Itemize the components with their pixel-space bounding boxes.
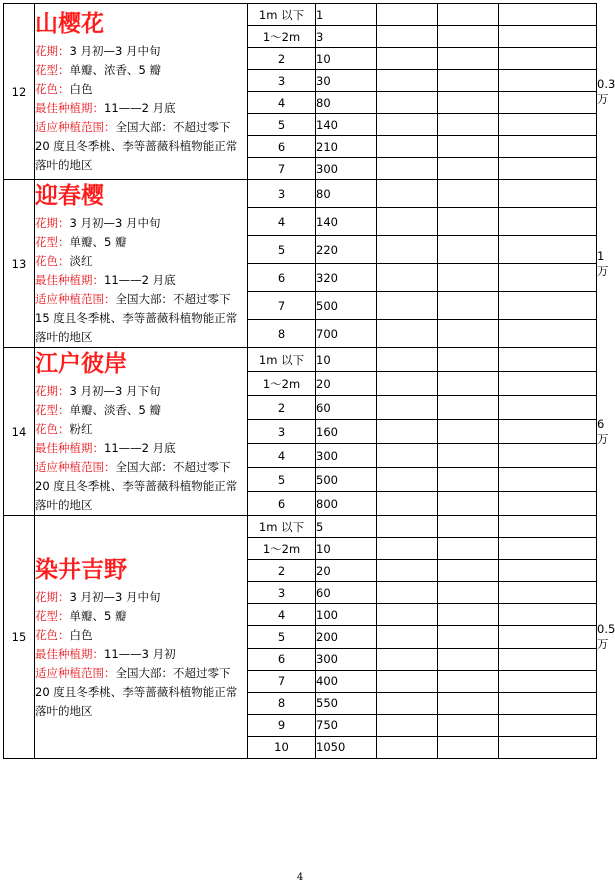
empty-cell [499, 444, 597, 468]
field-value: 11——2 月底 [104, 273, 176, 287]
field-value: 3 月初—3 月中旬 [69, 216, 161, 230]
field-best-planting [35, 645, 247, 664]
empty-cell [438, 180, 499, 208]
empty-cell [499, 516, 597, 538]
empty-cell [377, 714, 438, 736]
field-value: 全国大部：不超过零下 20 度且冬季桃、李等蔷薇科植物能正常落叶的地区 [35, 120, 238, 172]
quantity-cell: 200 [316, 626, 377, 648]
variety-description [35, 516, 248, 759]
price-table [3, 3, 615, 759]
variety-description [35, 348, 248, 516]
size-cell: 9 [248, 714, 316, 736]
empty-cell [438, 158, 499, 180]
empty-cell [377, 604, 438, 626]
empty-cell [499, 208, 597, 236]
empty-cell [438, 48, 499, 70]
size-cell: 1～2m [248, 26, 316, 48]
size-cell: 7 [248, 670, 316, 692]
field-value: 粉红 [69, 422, 93, 436]
field-flower-period [35, 214, 247, 233]
empty-cell [377, 670, 438, 692]
quantity-cell: 10 [316, 48, 377, 70]
table-row: 12 山樱花 花期：3 月初—3 月中旬 花型：单瓣、浓香、5 瓣 花色：白色 最佳种植期：11——2 月底 适应种植范围：全国大部：不超过零下 20 度且冬季桃、李等蔷薇科植物能正常落叶的地区 1m 以下 1 0.3 万 [4, 4, 597, 26]
size-cell: 6 [248, 648, 316, 670]
empty-cell [438, 648, 499, 670]
field-label: 花期： [35, 589, 70, 604]
quantity-cell: 60 [316, 582, 377, 604]
field-flower-period [35, 42, 247, 61]
empty-cell [499, 626, 597, 648]
size-cell: 3 [248, 70, 316, 92]
quantity-cell: 20 [316, 560, 377, 582]
size-cell: 10 [248, 736, 316, 758]
size-cell: 1m 以下 [248, 516, 316, 538]
quantity-cell: 5 [316, 516, 377, 538]
empty-cell [377, 180, 438, 208]
field-value: 单瓣、浓香、5 瓣 [69, 63, 161, 77]
page-number: 4 [296, 872, 304, 883]
table-row: 15 染井吉野 花期：3 月初—3 月中旬 花型：单瓣、5 瓣 花色：白色 最佳种植期：11——3 月初 适应种植范围：全国大部：不超过零下 20 度且冬季桃、李等蔷薇科植物能正常落叶的地区 1m 以下 5 0.5 万 [4, 516, 597, 538]
field-value: 全国大部：不超过零下 20 度且冬季桃、李等蔷薇科植物能正常落叶的地区 [35, 665, 238, 718]
empty-cell [438, 372, 499, 396]
empty-cell [377, 136, 438, 158]
size-cell: 5 [248, 236, 316, 264]
field-suitable-range [35, 458, 247, 515]
field-label: 花期： [35, 44, 70, 58]
empty-cell [438, 396, 499, 420]
field-flower-color [35, 420, 247, 439]
variety-index: 14 [4, 348, 35, 516]
empty-cell [438, 348, 499, 372]
field-best-planting [35, 99, 247, 118]
field-flower-type [35, 607, 247, 626]
empty-cell [438, 70, 499, 92]
quantity-cell: 300 [316, 648, 377, 670]
field-suitable-range [35, 664, 247, 721]
empty-cell [499, 70, 597, 92]
empty-cell [377, 626, 438, 648]
field-flower-color [35, 80, 247, 99]
empty-cell [377, 348, 438, 372]
size-cell: 1～2m [248, 538, 316, 560]
field-value: 11——3 月初 [104, 646, 176, 661]
empty-cell [438, 92, 499, 114]
field-flower-period [35, 588, 247, 607]
empty-cell [499, 582, 597, 604]
field-label: 最佳种植期： [35, 646, 104, 661]
field-value: 3 月初—3 月中旬 [69, 589, 161, 604]
table-body [4, 4, 615, 759]
size-cell: 4 [248, 604, 316, 626]
empty-cell [438, 560, 499, 582]
empty-cell [377, 468, 438, 492]
empty-cell [499, 604, 597, 626]
empty-cell [499, 736, 597, 758]
quantity-cell: 20 [316, 372, 377, 396]
quantity-cell: 750 [316, 714, 377, 736]
field-flower-color [35, 252, 247, 271]
empty-cell [438, 492, 499, 516]
empty-cell [499, 236, 597, 264]
field-label: 花色： [35, 82, 70, 96]
variety-description [35, 180, 248, 348]
empty-cell [377, 292, 438, 320]
empty-cell [438, 4, 499, 26]
field-value: 单瓣、淡香、5 瓣 [69, 403, 161, 417]
table-row: 13 迎春樱 花期：3 月初—3 月中旬 花型：单瓣、5 瓣 花色：淡红 最佳种植期：11——2 月底 适应种植范围：全国大部：不超过零下 15 度且冬季桃、李等蔷薇科植物能正常落叶的地区 3 80 1 万 [4, 180, 597, 208]
field-flower-type [35, 233, 247, 252]
size-cell: 6 [248, 136, 316, 158]
field-suitable-range [35, 118, 247, 175]
empty-cell [377, 692, 438, 714]
empty-cell [438, 582, 499, 604]
quantity-cell: 500 [316, 292, 377, 320]
empty-cell [438, 136, 499, 158]
empty-cell [499, 692, 597, 714]
empty-cell [377, 372, 438, 396]
size-cell: 4 [248, 208, 316, 236]
field-label: 花型： [35, 235, 70, 249]
empty-cell [377, 396, 438, 420]
empty-cell [377, 236, 438, 264]
empty-cell [499, 420, 597, 444]
empty-cell [499, 264, 597, 292]
field-label: 花期： [35, 384, 70, 398]
empty-cell [377, 158, 438, 180]
size-cell: 4 [248, 444, 316, 468]
quantity-cell: 30 [316, 70, 377, 92]
empty-cell [438, 736, 499, 758]
quantity-cell: 160 [316, 420, 377, 444]
quantity-cell: 140 [316, 208, 377, 236]
empty-cell [438, 626, 499, 648]
table-row: 14 江户彼岸 花期：3 月初—3 月下旬 花型：单瓣、淡香、5 瓣 花色：粉红 最佳种植期：11——2 月底 适应种植范围：全国大部：不超过零下 20 度且冬季桃、李等蔷薇科植物能正常落叶的地区 1m 以下 10 6 万 [4, 348, 597, 372]
quantity-cell: 300 [316, 158, 377, 180]
empty-cell [438, 292, 499, 320]
field-label: 花型： [35, 403, 70, 417]
empty-cell [499, 396, 597, 420]
empty-cell [499, 136, 597, 158]
field-flower-type [35, 61, 247, 80]
size-cell: 8 [248, 320, 316, 348]
field-flower-color [35, 626, 247, 645]
empty-cell [377, 320, 438, 348]
field-suitable-range [35, 290, 247, 347]
field-value: 11——2 月底 [104, 101, 176, 115]
empty-cell [377, 736, 438, 758]
variety-index: 12 [4, 4, 35, 180]
field-label: 最佳种植期： [35, 101, 104, 115]
empty-cell [377, 516, 438, 538]
empty-cell [499, 714, 597, 736]
empty-cell [377, 114, 438, 136]
empty-cell [438, 420, 499, 444]
size-cell: 1m 以下 [248, 4, 316, 26]
field-label: 花型： [35, 608, 70, 623]
empty-cell [377, 264, 438, 292]
quantity-cell: 10 [316, 538, 377, 560]
field-value: 3 月初—3 月下旬 [69, 384, 161, 398]
field-label: 最佳种植期： [35, 273, 104, 287]
empty-cell [377, 582, 438, 604]
variety-name: 江户彼岸 [35, 351, 127, 377]
empty-cell [377, 560, 438, 582]
size-cell: 4 [248, 92, 316, 114]
field-best-planting [35, 439, 247, 458]
empty-cell [438, 538, 499, 560]
quantity-cell: 550 [316, 692, 377, 714]
quantity-cell: 140 [316, 114, 377, 136]
empty-cell [377, 208, 438, 236]
quantity-cell: 700 [316, 320, 377, 348]
quantity-cell: 300 [316, 444, 377, 468]
empty-cell [499, 92, 597, 114]
size-cell: 3 [248, 180, 316, 208]
empty-cell [499, 648, 597, 670]
empty-cell [438, 468, 499, 492]
field-label: 花色： [35, 422, 70, 436]
field-label: 花期： [35, 216, 70, 230]
empty-cell [438, 236, 499, 264]
empty-cell [377, 648, 438, 670]
empty-cell [438, 114, 499, 136]
empty-cell [377, 48, 438, 70]
empty-cell [499, 48, 597, 70]
field-value: 3 月初—3 月中旬 [69, 44, 161, 58]
empty-cell [377, 4, 438, 26]
field-label: 适应种植范围： [35, 665, 116, 680]
size-cell: 2 [248, 560, 316, 582]
size-cell: 2 [248, 396, 316, 420]
quantity-cell: 320 [316, 264, 377, 292]
empty-cell [499, 492, 597, 516]
empty-cell [499, 670, 597, 692]
size-cell: 6 [248, 264, 316, 292]
empty-cell [499, 158, 597, 180]
field-value: 单瓣、5 瓣 [69, 608, 127, 623]
field-flower-type [35, 401, 247, 420]
empty-cell [377, 26, 438, 48]
variety-index: 15 [4, 516, 35, 759]
field-value: 单瓣、5 瓣 [69, 235, 127, 249]
size-cell: 1～2m [248, 372, 316, 396]
quantity-cell: 800 [316, 492, 377, 516]
size-cell: 5 [248, 468, 316, 492]
quantity-cell: 60 [316, 396, 377, 420]
empty-cell [438, 692, 499, 714]
empty-cell [499, 292, 597, 320]
variety-name: 迎春樱 [35, 183, 104, 209]
empty-cell [377, 492, 438, 516]
size-cell: 3 [248, 420, 316, 444]
field-value: 白色 [69, 627, 93, 642]
quantity-cell: 1050 [316, 736, 377, 758]
empty-cell [438, 604, 499, 626]
field-label: 适应种植范围： [35, 120, 116, 134]
quantity-cell: 80 [316, 180, 377, 208]
variety-name: 染井吉野 [35, 556, 127, 583]
field-value: 11——2 月底 [104, 441, 176, 455]
size-cell: 1m 以下 [248, 348, 316, 372]
variety-index: 13 [4, 180, 35, 348]
empty-cell [499, 26, 597, 48]
empty-cell [499, 372, 597, 396]
empty-cell [438, 516, 499, 538]
empty-cell [499, 538, 597, 560]
empty-cell [438, 444, 499, 468]
empty-cell [438, 208, 499, 236]
size-cell: 5 [248, 626, 316, 648]
quantity-cell: 10 [316, 348, 377, 372]
field-label: 最佳种植期： [35, 441, 104, 455]
empty-cell [438, 670, 499, 692]
empty-cell [499, 320, 597, 348]
quantity-cell: 400 [316, 670, 377, 692]
field-flower-period [35, 382, 247, 401]
quantity-cell: 100 [316, 604, 377, 626]
size-cell: 5 [248, 114, 316, 136]
size-cell: 7 [248, 158, 316, 180]
quantity-cell: 3 [316, 26, 377, 48]
empty-cell [438, 320, 499, 348]
empty-cell [438, 264, 499, 292]
empty-cell [438, 26, 499, 48]
empty-cell [499, 348, 597, 372]
empty-cell [377, 420, 438, 444]
field-value: 淡红 [69, 254, 93, 268]
quantity-cell: 1 [316, 4, 377, 26]
empty-cell [499, 468, 597, 492]
field-label: 适应种植范围： [35, 292, 116, 306]
field-value: 白色 [69, 82, 93, 96]
empty-cell [438, 714, 499, 736]
field-value: 全国大部：不超过零下 20 度且冬季桃、李等蔷薇科植物能正常落叶的地区 [35, 460, 238, 512]
size-cell: 2 [248, 48, 316, 70]
variety-description [35, 4, 248, 180]
field-best-planting [35, 271, 247, 290]
empty-cell [377, 92, 438, 114]
size-cell: 7 [248, 292, 316, 320]
empty-cell [499, 560, 597, 582]
size-cell: 6 [248, 492, 316, 516]
empty-cell [377, 70, 438, 92]
field-label: 花色： [35, 627, 70, 642]
size-cell: 3 [248, 582, 316, 604]
empty-cell [499, 114, 597, 136]
quantity-cell: 220 [316, 236, 377, 264]
empty-cell [377, 444, 438, 468]
field-value: 全国大部：不超过零下 15 度且冬季桃、李等蔷薇科植物能正常落叶的地区 [35, 292, 238, 344]
size-cell: 8 [248, 692, 316, 714]
empty-cell [499, 180, 597, 208]
field-label: 适应种植范围： [35, 460, 116, 474]
field-label: 花色： [35, 254, 70, 268]
quantity-cell: 80 [316, 92, 377, 114]
field-label: 花型： [35, 63, 70, 77]
quantity-cell: 500 [316, 468, 377, 492]
empty-cell [499, 4, 597, 26]
quantity-cell: 210 [316, 136, 377, 158]
empty-cell [377, 538, 438, 560]
variety-name: 山樱花 [35, 11, 104, 37]
